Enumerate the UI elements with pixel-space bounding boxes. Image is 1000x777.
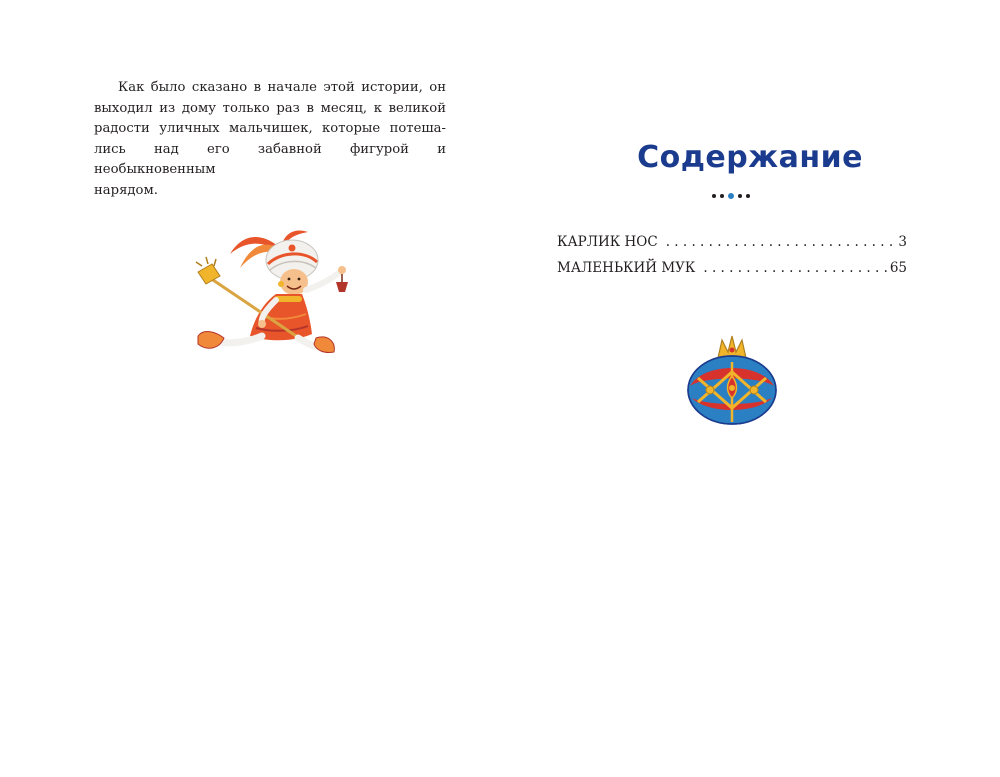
toc-item-page: 65: [889, 260, 907, 276]
paragraph-line: нарядом.: [94, 182, 158, 198]
story-paragraph: [94, 78, 446, 201]
ornamental-pomegranate-illustration: [684, 332, 780, 428]
toc-item-title: МАЛЕНЬКИЙ МУК: [557, 260, 696, 276]
toc-item-page: 3: [898, 234, 907, 250]
right-page: [500, 0, 1000, 777]
toc-item-karlik-nos[interactable]: [557, 229, 907, 255]
toc-item-title: КАРЛИК НОС: [557, 234, 658, 250]
toc-item-malenkiy-muk[interactable]: [557, 255, 907, 281]
paragraph-line: выходил из дому только раз в месяц, к великой: [94, 100, 446, 116]
paragraph-line: лись над его забавной фигурой и необыкновенным: [94, 141, 446, 177]
running-little-muk-illustration: [190, 224, 362, 358]
dot-leader: [703, 255, 886, 281]
toc-title: Содержание: [637, 140, 863, 175]
paragraph-line: радости уличных мальчишек, которые потеша-: [94, 121, 446, 136]
paragraph-line: Как было сказано в начале этой истории, он: [118, 80, 446, 95]
dot-leader: [666, 229, 896, 255]
decorative-dots-icon: [711, 190, 751, 202]
table-of-contents: [557, 229, 907, 281]
